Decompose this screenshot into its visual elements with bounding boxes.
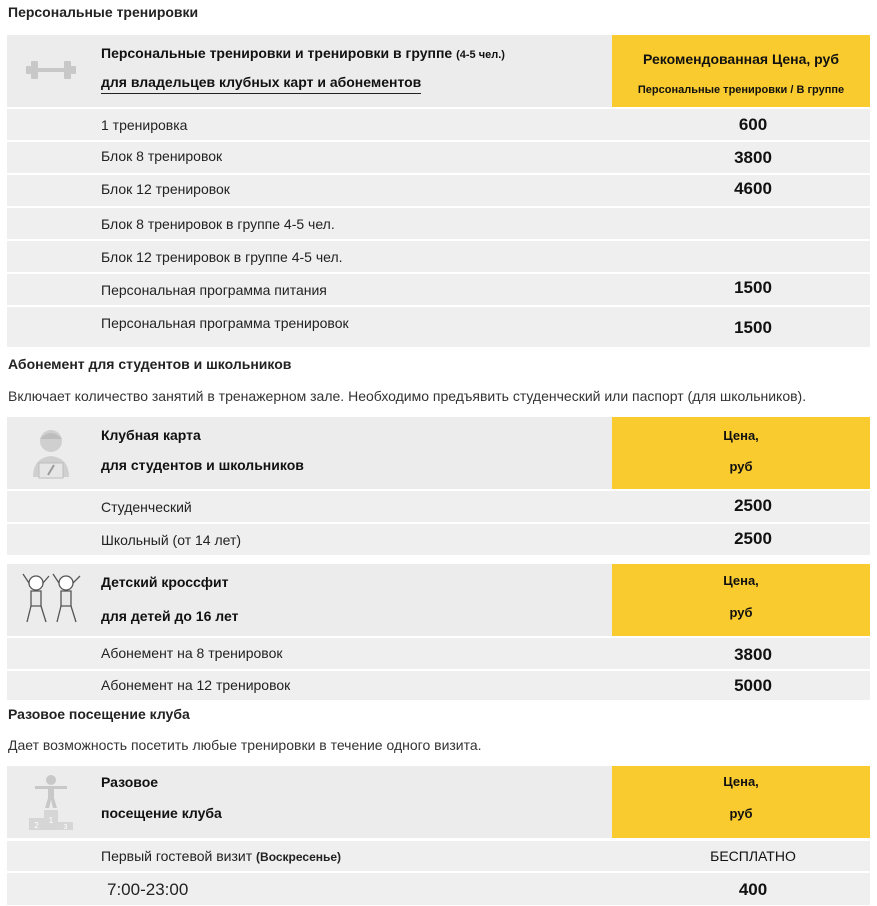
- price-header: [612, 766, 870, 838]
- price-header: [612, 35, 870, 107]
- section-description-students: Включает количество занятий в тренажерном зале. Необходимо предъявить студенческий или паспорт (для школьников).: [8, 388, 807, 404]
- header-title-small: (4-5 чел.): [456, 49, 505, 61]
- header-title-text: Персональные тренировки и тренировки в группе: [101, 45, 453, 61]
- student-icon: [29, 425, 73, 481]
- row-value: 3800: [734, 645, 772, 664]
- row-label: Студенческий: [101, 499, 192, 515]
- price-header-sub: Персональные тренировки / В группе: [637, 84, 845, 96]
- header-title: Детский кроссфит: [101, 574, 229, 590]
- podium-number-1: 1: [48, 816, 54, 825]
- row-value: 400: [738, 880, 768, 899]
- table-row: [7, 307, 870, 347]
- header-title: Разовое: [101, 774, 159, 790]
- row-value: 600: [738, 115, 768, 134]
- table-row: [7, 841, 870, 871]
- price-header-line1: Цена,: [723, 774, 759, 789]
- table-row: [7, 873, 870, 905]
- row-label-text: Первый гостевой визит: [101, 848, 253, 864]
- row-label: Абонемент на 12 тренировок: [101, 677, 291, 693]
- row-value: 4600: [734, 179, 772, 198]
- row-label: Персональная программа питания: [101, 282, 327, 298]
- row-label: Блок 8 тренировок: [101, 148, 223, 164]
- table-header: [7, 417, 870, 489]
- price-header: [612, 417, 870, 489]
- section-description-single: Дает возможность посетить любые тренировки в течение одного визита.: [8, 737, 482, 753]
- row-value: БЕСПЛАТНО: [710, 848, 796, 864]
- price-header-line2: руб: [729, 605, 753, 620]
- row-label-small: (Воскресенье): [256, 850, 342, 864]
- table-row: [7, 491, 870, 522]
- row-label: 1 тренировка: [101, 117, 188, 133]
- table-row: [7, 241, 870, 272]
- header-title: [101, 45, 505, 61]
- row-value: 1500: [734, 318, 772, 337]
- table-row: [7, 638, 870, 669]
- row-value: 2500: [734, 529, 772, 548]
- header-subtitle: для студентов и школьников: [101, 457, 304, 473]
- price-header-line1: Цена,: [723, 573, 759, 588]
- podium-number-2: 2: [34, 821, 39, 830]
- personal-training-table: [7, 35, 870, 347]
- kids-exercise-icon: [19, 572, 85, 628]
- table-row: [7, 274, 870, 305]
- table-row: [7, 142, 870, 173]
- table-row: [7, 175, 870, 206]
- row-label: [101, 848, 341, 864]
- row-label: Абонемент на 8 тренировок: [101, 645, 283, 661]
- price-header-line1: Цена,: [723, 428, 759, 443]
- price-header-main: Рекомендованная Цена, руб: [643, 51, 839, 67]
- dumbbell-icon: [25, 59, 77, 81]
- header-subtitle: для детей до 16 лет: [101, 608, 239, 624]
- section-title-personal: Персональные тренировки: [8, 4, 199, 20]
- kids-crossfit-table: [7, 564, 870, 700]
- table-header: [7, 564, 870, 636]
- row-value: 1500: [734, 278, 772, 297]
- table-header: [7, 35, 870, 107]
- header-title: Клубная карта: [101, 427, 201, 443]
- table-row: [7, 208, 870, 239]
- price-header-line2: руб: [729, 806, 753, 821]
- row-label: Блок 12 тренировок: [101, 181, 230, 197]
- row-label: Персональная программа тренировок: [101, 315, 349, 331]
- section-title-students: Абонемент для студентов и школьников: [8, 356, 292, 372]
- row-label: Блок 12 тренировок в группе 4-5 чел.: [101, 249, 343, 265]
- podium-number-3: 3: [63, 824, 68, 831]
- table-row: [7, 109, 870, 140]
- row-value: 2500: [734, 496, 772, 515]
- table-row: [7, 524, 870, 555]
- row-value: 3800: [734, 148, 772, 167]
- section-title-single: Разовое посещение клуба: [8, 706, 190, 722]
- row-label: Школьный (от 14 лет): [101, 532, 242, 548]
- students-table: [7, 417, 870, 555]
- row-label: 7:00-23:00: [107, 880, 189, 899]
- header-subtitle: посещение клуба: [101, 805, 222, 821]
- price-header: [612, 564, 870, 636]
- single-visit-table: [7, 766, 870, 905]
- podium-icon: [27, 772, 75, 832]
- header-subtitle: для владельцев клубных карт и абонементов: [101, 74, 421, 94]
- table-header: [7, 766, 870, 838]
- table-row: [7, 671, 870, 700]
- price-header-line2: руб: [729, 459, 753, 474]
- row-label: Блок 8 тренировок в группе 4-5 чел.: [101, 216, 335, 232]
- row-value: 5000: [734, 676, 772, 695]
